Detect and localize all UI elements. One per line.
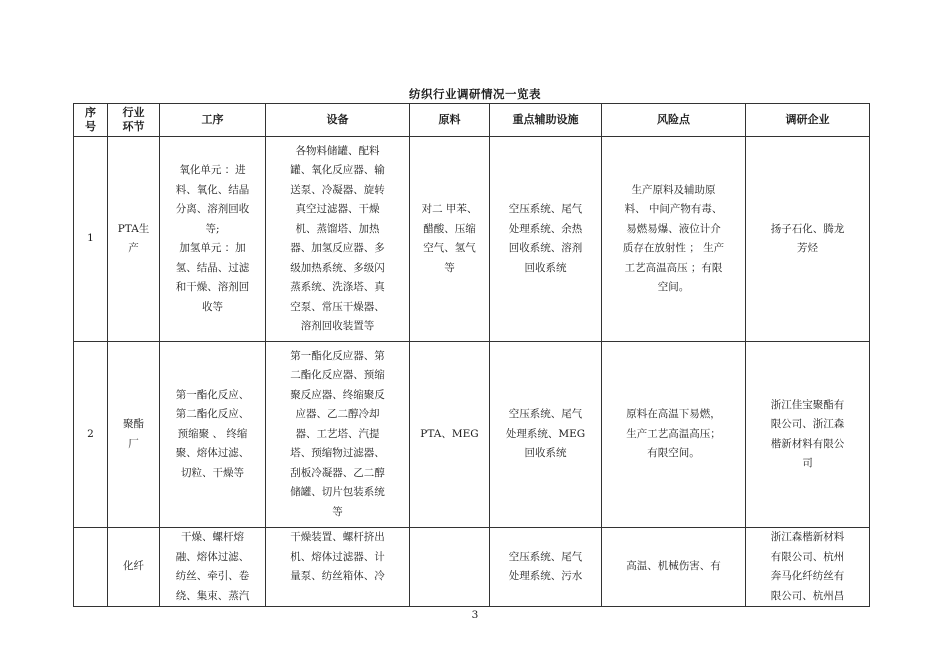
row-equipment: 各物料储罐、配料 罐、氧化反应器、输 送泵、冷凝器、旋转 真空过滤器、干燥 机、蒸馏塔、加热 器、加氢反应器、多 级加热系统、多级闪 蒸系统、洗涤塔、真 空泵、常压干燥器、 溶剂回收装置等 (266, 137, 410, 342)
row-risk: 高温、机械伤害、有 (602, 528, 746, 607)
row-equipment: 干燥装置、螺杆挤出 机、熔体过滤器、计 量泵、纺丝箱体、冷 (266, 528, 410, 607)
header-company: 调研企业 (746, 104, 870, 137)
table-row (74, 342, 870, 528)
row-segment: 聚酯 厂 (108, 342, 160, 528)
document-title: 纺织行业调研情况一览表 (409, 87, 541, 101)
header-facilities: 重点辅助设施 (490, 104, 602, 137)
row-material: PTA、MEG (410, 342, 490, 528)
table-row (74, 137, 870, 342)
row-facilities: 空压系统、尾气 处理系统、污水 (490, 528, 602, 607)
page-number: 3 (471, 609, 479, 621)
row-serial: 2 (74, 342, 108, 528)
row-company: 扬子石化、腾龙 芳烃 (746, 137, 870, 342)
header-equipment: 设备 (266, 104, 410, 137)
row-facilities: 空压系统、尾气 处理系统、MEG 回收系统 (490, 342, 602, 528)
survey-table (73, 103, 870, 607)
row-company: 浙江佳宝聚酯有 限公司、浙江森 楷新材料有限公 司 (746, 342, 870, 528)
row-serial: 1 (74, 137, 108, 342)
row-company: 浙江森楷新材料 有限公司、杭州 奔马化纤纺丝有 限公司、杭州昌 (746, 528, 870, 607)
table-header-row (74, 104, 870, 137)
header-material: 原料 (410, 104, 490, 137)
row-process: 第一酯化反应、 第二酯化反应、 预缩聚 、 终缩 聚、熔体过滤、 切粒、干燥等 (160, 342, 266, 528)
header-process: 工序 (160, 104, 266, 137)
table-row (74, 528, 870, 607)
row-segment: PTA生 产 (108, 137, 160, 342)
row-process: 氧化单元 ：进 料、氧化、结晶 分离、溶剂回收 等; 加氢单元 ：加 氢、结晶、过滤 和干燥、溶剂回 收等 (160, 137, 266, 342)
row-facilities: 空压系统、尾气 处理系统、余热 回收系统、溶剂 回收系统 (490, 137, 602, 342)
row-material: 对二 甲苯、 醋酸、压缩 空气、氢气 等 (410, 137, 490, 342)
header-segment: 行业 环节 (108, 104, 160, 137)
row-serial (74, 528, 108, 607)
row-segment: 化纤 (108, 528, 160, 607)
header-risk: 风险点 (602, 104, 746, 137)
row-equipment: 第一酯化反应器、第 二酯化反应器、预缩 聚反应器、终缩聚反 应器、乙二醇冷却 器、工艺塔、汽提 塔、预缩物过滤器、 刮板冷凝器、乙二醇 储罐、切片包装系统 等 (266, 342, 410, 528)
row-risk: 原料在高温下易燃， 生产工艺高温高压； 有限空间。 (602, 342, 746, 528)
row-risk: 生产原料及辅助原 料、 中间产物有毒、 易燃易爆、液位计介 质存在放射性 ； 生产 工艺高温高压 ；有限 空间。 (602, 137, 746, 342)
header-serial: 序 号 (74, 104, 108, 137)
row-material (410, 528, 490, 607)
row-process: 干燥、螺杆熔 融、熔体过滤、 纺丝、牵引、卷 绕、集束、蒸汽 (160, 528, 266, 607)
